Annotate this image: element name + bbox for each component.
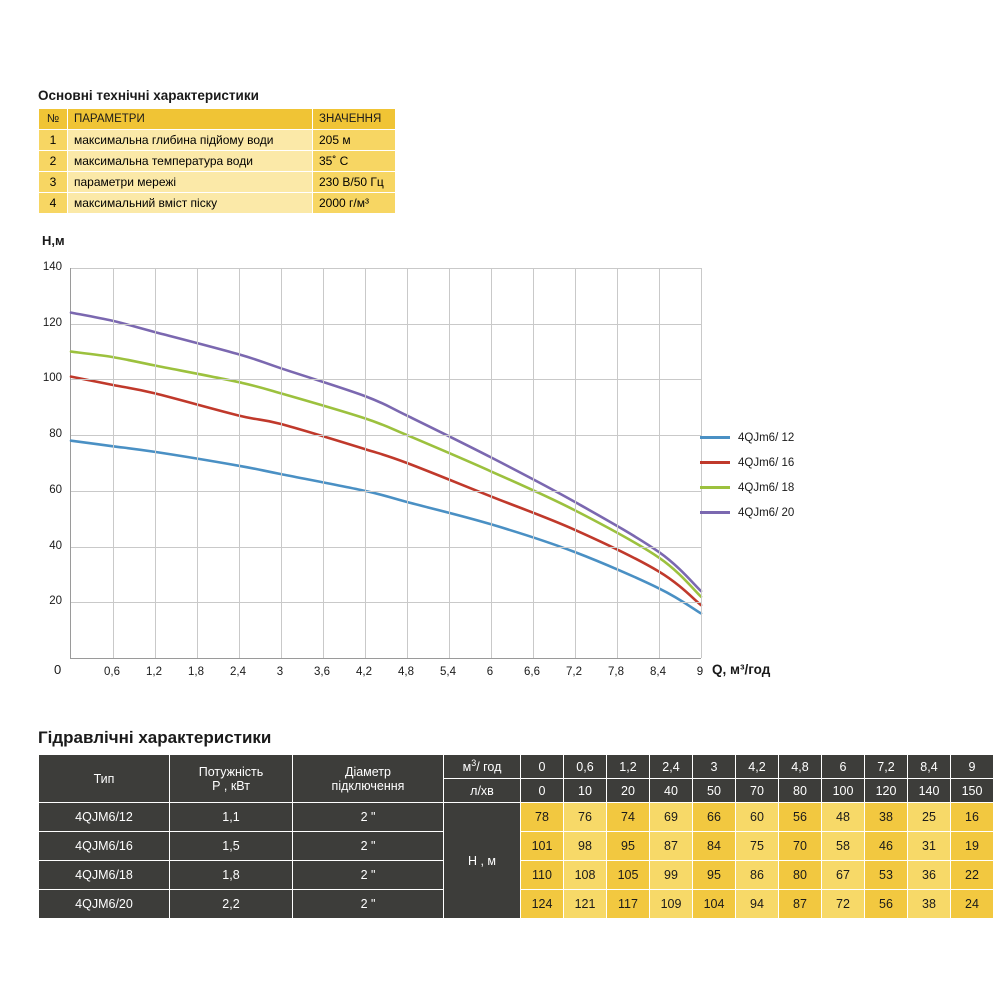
- cell-power: 1,8: [170, 861, 293, 890]
- spec-table-title: Основні технічні характеристики: [38, 88, 259, 103]
- cell-head-value: 76: [564, 803, 607, 832]
- legend-color-swatch: [700, 511, 730, 514]
- chart-x-tick-label: 8,4: [650, 666, 666, 678]
- chart-y-tick-label: 140: [42, 261, 62, 273]
- chart-x-tick-label: 6,6: [524, 666, 540, 678]
- spec-cell-num: 4: [39, 193, 68, 214]
- chart-gridline-vertical: [323, 268, 324, 658]
- cell-head-value: 108: [564, 861, 607, 890]
- header-power: Потужність Р , кВт: [170, 755, 293, 803]
- chart-gridline-horizontal: [71, 268, 701, 269]
- cell-diameter: 2 ": [293, 803, 444, 832]
- legend-color-swatch: [700, 461, 730, 464]
- legend-label: 4QJm6/ 18: [738, 481, 795, 494]
- chart-gridline-horizontal: [71, 435, 701, 436]
- hydraulic-header-row-1: [39, 755, 994, 779]
- spec-cell-value: 2000 г/м³: [313, 193, 396, 214]
- spec-cell-value: 205 м: [313, 130, 396, 151]
- header-q-lmin: 70: [736, 779, 779, 803]
- table-row: [39, 193, 396, 214]
- chart-y-tick-label: 120: [42, 316, 62, 329]
- cell-head-value: 80: [779, 861, 822, 890]
- cell-head-value: 98: [564, 832, 607, 861]
- cell-head-value: 121: [564, 890, 607, 919]
- header-q-lmin: 120: [865, 779, 908, 803]
- cell-head-value: 94: [736, 890, 779, 919]
- header-q-lmin: 10: [564, 779, 607, 803]
- header-q-lmin: 50: [693, 779, 736, 803]
- cell-head-value: 38: [908, 890, 951, 919]
- table-row: [39, 151, 396, 172]
- chart-x-tick-label: 7,2: [566, 666, 582, 678]
- chart-gridline-vertical: [449, 268, 450, 658]
- legend-color-swatch: [700, 436, 730, 439]
- spec-cell-num: 3: [39, 172, 68, 193]
- cell-diameter: 2 ": [293, 832, 444, 861]
- cell-head-value: 16: [951, 803, 994, 832]
- chart-origin-label: 0: [54, 662, 62, 677]
- chart-x-tick-label: 4,8: [398, 666, 414, 678]
- cell-head-value: 124: [521, 890, 564, 919]
- chart-y-tick-label: 20: [49, 595, 62, 608]
- cell-head-value: 95: [693, 861, 736, 890]
- header-q-lmin: 100: [822, 779, 865, 803]
- header-h-label: Н , м: [444, 803, 521, 919]
- cell-head-value: 48: [822, 803, 865, 832]
- chart-gridline-horizontal: [71, 547, 701, 548]
- chart-x-tick-label: 6: [486, 666, 494, 678]
- cell-head-value: 87: [650, 832, 693, 861]
- spec-table: [38, 108, 396, 214]
- header-unit-lmin: л/хв: [444, 779, 521, 803]
- spec-cell-num: 2: [39, 151, 68, 172]
- chart-gridline-vertical: [533, 268, 534, 658]
- chart-curves: [71, 268, 701, 658]
- cell-diameter: 2 ": [293, 861, 444, 890]
- cell-head-value: 72: [822, 890, 865, 919]
- chart-gridline-vertical: [659, 268, 660, 658]
- cell-head-value: 46: [865, 832, 908, 861]
- cell-diameter: 2 ": [293, 890, 444, 919]
- chart-gridline-horizontal: [71, 491, 701, 492]
- chart-gridline-vertical: [575, 268, 576, 658]
- cell-head-value: 87: [779, 890, 822, 919]
- cell-head-value: 58: [822, 832, 865, 861]
- cell-head-value: 74: [607, 803, 650, 832]
- chart-x-tick-label: 4,2: [356, 666, 372, 678]
- header-q-m3: 3: [693, 755, 736, 779]
- chart-gridline-horizontal: [71, 602, 701, 603]
- header-q-m3: 1,2: [607, 755, 650, 779]
- spec-header-param: ПАРАМЕТРИ: [68, 109, 313, 130]
- table-row: [39, 172, 396, 193]
- header-q-lmin: 20: [607, 779, 650, 803]
- chart-series-line: [71, 313, 701, 591]
- chart-x-axis-label: Q, м³/год: [712, 662, 771, 677]
- chart-x-tick-label: 2,4: [230, 666, 246, 678]
- cell-head-value: 19: [951, 832, 994, 861]
- chart-gridline-horizontal: [71, 324, 701, 325]
- spec-cell-value: 35˚ С: [313, 151, 396, 172]
- chart-gridline-vertical: [239, 268, 240, 658]
- legend-item: [700, 500, 860, 525]
- cell-head-value: 78: [521, 803, 564, 832]
- cell-head-value: 67: [822, 861, 865, 890]
- cell-head-value: 56: [779, 803, 822, 832]
- cell-head-value: 38: [865, 803, 908, 832]
- cell-head-value: 25: [908, 803, 951, 832]
- chart-y-axis-label: Н,м: [42, 233, 65, 248]
- legend-item: [700, 450, 860, 475]
- header-q-lmin: 140: [908, 779, 951, 803]
- header-q-lmin: 80: [779, 779, 822, 803]
- chart-gridline-vertical: [491, 268, 492, 658]
- cell-type: 4QJM6/20: [39, 890, 170, 919]
- header-q-m3: 0,6: [564, 755, 607, 779]
- spec-cell-value: 230 В/50 Гц: [313, 172, 396, 193]
- legend-color-swatch: [700, 486, 730, 489]
- header-q-m3: 9: [951, 755, 994, 779]
- header-q-lmin: 40: [650, 779, 693, 803]
- chart-x-tick-label: 0,6: [104, 666, 120, 678]
- cell-head-value: 70: [779, 832, 822, 861]
- cell-head-value: 105: [607, 861, 650, 890]
- hydraulic-title: Гідравлічні характеристики: [38, 728, 272, 747]
- chart-y-tick-label: 100: [42, 372, 62, 385]
- cell-head-value: 109: [650, 890, 693, 919]
- chart-x-tick-label: 5,4: [440, 666, 456, 678]
- chart-plot-area: [70, 268, 701, 659]
- cell-head-value: 101: [521, 832, 564, 861]
- chart-x-tick-label: 3: [276, 666, 284, 678]
- chart-gridline-vertical: [281, 268, 282, 658]
- spec-cell-param: параметри мережі: [68, 172, 313, 193]
- spec-cell-param: максимальна глибина підйому води: [68, 130, 313, 151]
- header-q-m3: 0: [521, 755, 564, 779]
- chart-gridline-vertical: [407, 268, 408, 658]
- chart-y-tick-label: 80: [49, 428, 62, 441]
- chart-gridline-vertical: [365, 268, 366, 658]
- cell-type: 4QJM6/12: [39, 803, 170, 832]
- chart-gridline-horizontal: [71, 379, 701, 380]
- chart-x-tick-label: 1,8: [188, 666, 204, 678]
- chart-y-tick-label: 60: [49, 483, 62, 496]
- cell-head-value: 53: [865, 861, 908, 890]
- header-type: Тип: [39, 755, 170, 803]
- chart-gridline-vertical: [155, 268, 156, 658]
- chart-x-tick-label: 7,8: [608, 666, 624, 678]
- cell-head-value: 22: [951, 861, 994, 890]
- spec-header-num: №: [39, 109, 68, 130]
- cell-type: 4QJM6/16: [39, 832, 170, 861]
- cell-head-value: 66: [693, 803, 736, 832]
- cell-power: 1,5: [170, 832, 293, 861]
- spec-cell-param: максимальна температура води: [68, 151, 313, 172]
- cell-head-value: 56: [865, 890, 908, 919]
- cell-head-value: 60: [736, 803, 779, 832]
- header-q-m3: 6: [822, 755, 865, 779]
- table-row: [39, 130, 396, 151]
- cell-head-value: 84: [693, 832, 736, 861]
- legend-label: 4QJm6/ 12: [738, 431, 795, 444]
- spec-cell-num: 1: [39, 130, 68, 151]
- header-q-lmin: 150: [951, 779, 994, 803]
- cell-head-value: 86: [736, 861, 779, 890]
- cell-type: 4QJM6/18: [39, 861, 170, 890]
- header-q-lmin: 0: [521, 779, 564, 803]
- cell-power: 2,2: [170, 890, 293, 919]
- cell-head-value: 117: [607, 890, 650, 919]
- cell-head-value: 31: [908, 832, 951, 861]
- cell-head-value: 69: [650, 803, 693, 832]
- chart-x-tick-label: 3,6: [314, 666, 330, 678]
- spec-cell-param: максимальний вміст піску: [68, 193, 313, 214]
- legend-label: 4QJm6/ 20: [738, 506, 795, 519]
- chart-x-tick-label: 9: [696, 666, 704, 678]
- chart-legend: [700, 425, 860, 525]
- chart-gridline-vertical: [113, 268, 114, 658]
- table-row: [39, 803, 994, 832]
- cell-power: 1,1: [170, 803, 293, 832]
- chart-gridline-vertical: [617, 268, 618, 658]
- chart-series-line: [71, 352, 701, 597]
- header-q-m3: 2,4: [650, 755, 693, 779]
- cell-head-value: 95: [607, 832, 650, 861]
- cell-head-value: 99: [650, 861, 693, 890]
- spec-header-value: ЗНАЧЕННЯ: [313, 109, 396, 130]
- cell-head-value: 36: [908, 861, 951, 890]
- header-q-m3: 7,2: [865, 755, 908, 779]
- header-q-m3: 4,8: [779, 755, 822, 779]
- legend-label: 4QJm6/ 16: [738, 456, 795, 469]
- cell-head-value: 24: [951, 890, 994, 919]
- spec-table-header-row: [39, 109, 396, 130]
- legend-item: [700, 425, 860, 450]
- cell-head-value: 110: [521, 861, 564, 890]
- chart-gridline-vertical: [197, 268, 198, 658]
- header-diameter: Діаметр підключення: [293, 755, 444, 803]
- chart-y-tick-label: 40: [49, 539, 62, 552]
- legend-item: [700, 475, 860, 500]
- cell-head-value: 75: [736, 832, 779, 861]
- header-q-m3: 8,4: [908, 755, 951, 779]
- header-unit-m3: $м^3/$ год: [444, 755, 521, 779]
- cell-head-value: 104: [693, 890, 736, 919]
- header-q-m3: 4,2: [736, 755, 779, 779]
- chart-x-tick-label: 1,2: [146, 666, 162, 678]
- hydraulic-table: [38, 754, 994, 919]
